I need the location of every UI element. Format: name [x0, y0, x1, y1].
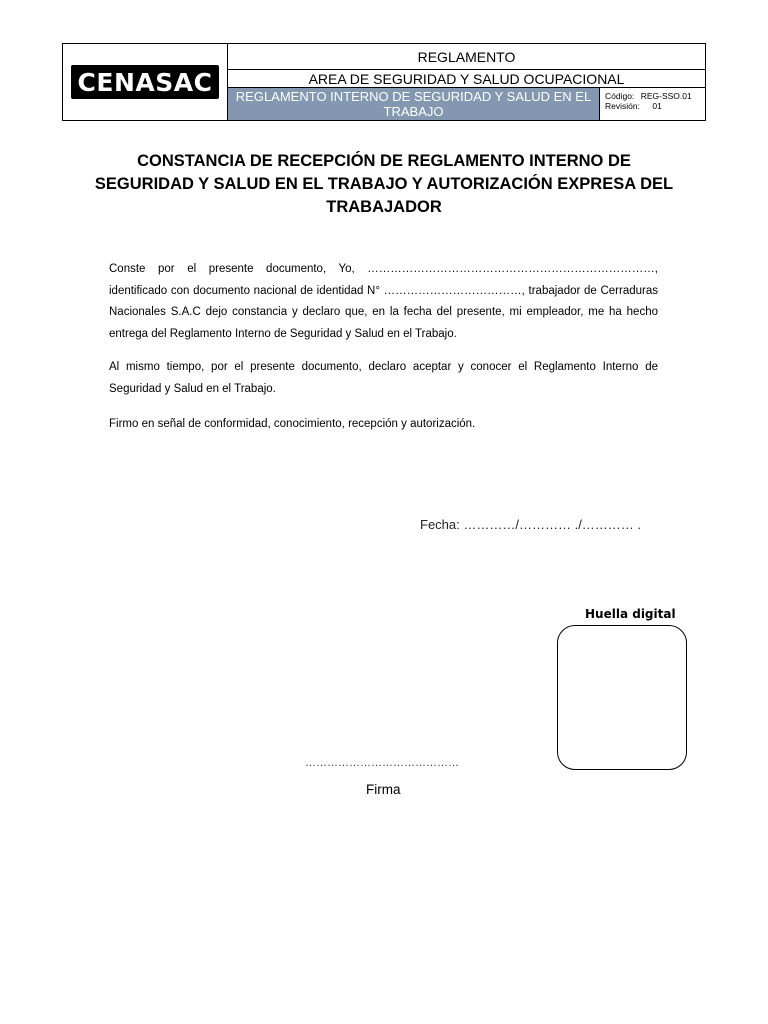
code-line	[605, 91, 700, 101]
document-title: CONSTANCIA DE RECEPCIÓN DE REGLAMENTO INTERNO DE SEGURIDAD Y SALUD EN EL TRABAJO Y AUTORIZACIÓN EXPRESA DEL TRABAJADOR	[94, 152, 674, 216]
header-meta	[600, 88, 705, 120]
company-logo: CENASAC	[71, 65, 219, 99]
revision-line	[605, 101, 700, 111]
signature-label: Firma	[366, 782, 401, 797]
fingerprint-box	[557, 625, 687, 770]
fingerprint-label: Huella digital	[585, 607, 676, 621]
code-value: REG-SSO.01	[640, 91, 692, 101]
revision-value: 01	[652, 101, 662, 111]
paragraph-acceptance: Al mismo tiempo, por el presente documento, declaro aceptar y conocer el Reglamento Interno de Seguridad y Salud en el Trabajo.	[109, 361, 658, 395]
date-field: Fecha: …………/………… ./………… .	[420, 517, 642, 532]
header-row-reglamento: REGLAMENTO	[228, 44, 705, 70]
revision-label: Revisión:	[605, 101, 640, 111]
header-row-document-name: REGLAMENTO INTERNO DE SEGURIDAD Y SALUD EN EL TRABAJO	[228, 88, 600, 120]
paragraph-declaration: Conste por el presente documento, Yo, …………………………………………………………………, identificado con documento nacional de identidad N° ………………………………, trabajador de Cerraduras Nacionales S.A.C dejo constancia y declaro que, en la fecha del presente, mi empleador, me ha hecho entrega del Reglamento Interno de Seguridad y Salud en el Trabajo.	[109, 263, 658, 340]
logo-cell	[63, 44, 228, 120]
document-header	[62, 43, 706, 121]
code-label: Código:	[605, 91, 635, 101]
signature-line: ……………………………………	[305, 757, 459, 769]
paragraph-signature-note: Firmo en señal de conformidad, conocimiento, recepción y autorización.	[109, 418, 476, 430]
header-row-area: AREA DE SEGURIDAD Y SALUD OCUPACIONAL	[228, 70, 705, 88]
